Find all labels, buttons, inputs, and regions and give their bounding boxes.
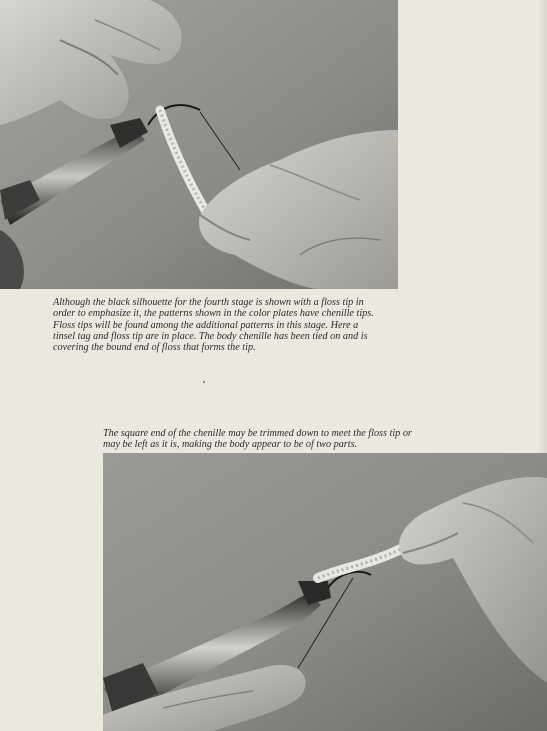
caption-top-line: Floss tips will be found among the additional patterns in this stage. Here a (53, 319, 359, 331)
photo-top-illustration (0, 0, 398, 289)
paper-speck (203, 381, 205, 383)
photo-top-fly-tying (0, 0, 398, 289)
caption-top-line: covering the bound end of floss that forms the tip. (53, 342, 256, 354)
caption-top-line: tinsel tag and floss tip are in place. The body chenille has been tied on and is (53, 330, 368, 342)
caption-bottom (103, 428, 503, 451)
caption-top-line: Although the black silhouette for the fourth stage is shown with a floss tip in (53, 297, 364, 308)
caption-bottom-line: The square end of the chenille may be trimmed down to meet the floss tip or (103, 428, 412, 439)
photo-bottom-fly-tying (103, 453, 547, 731)
caption-top-line: order to emphasize it, the patterns shown in the color plates have chenille tips. (53, 308, 374, 320)
page-edge-shading (537, 0, 547, 453)
caption-bottom-line: may be left as it is, making the body appear to be of two parts. (103, 439, 358, 451)
photo-bottom-illustration (103, 453, 547, 731)
caption-top (53, 297, 448, 353)
